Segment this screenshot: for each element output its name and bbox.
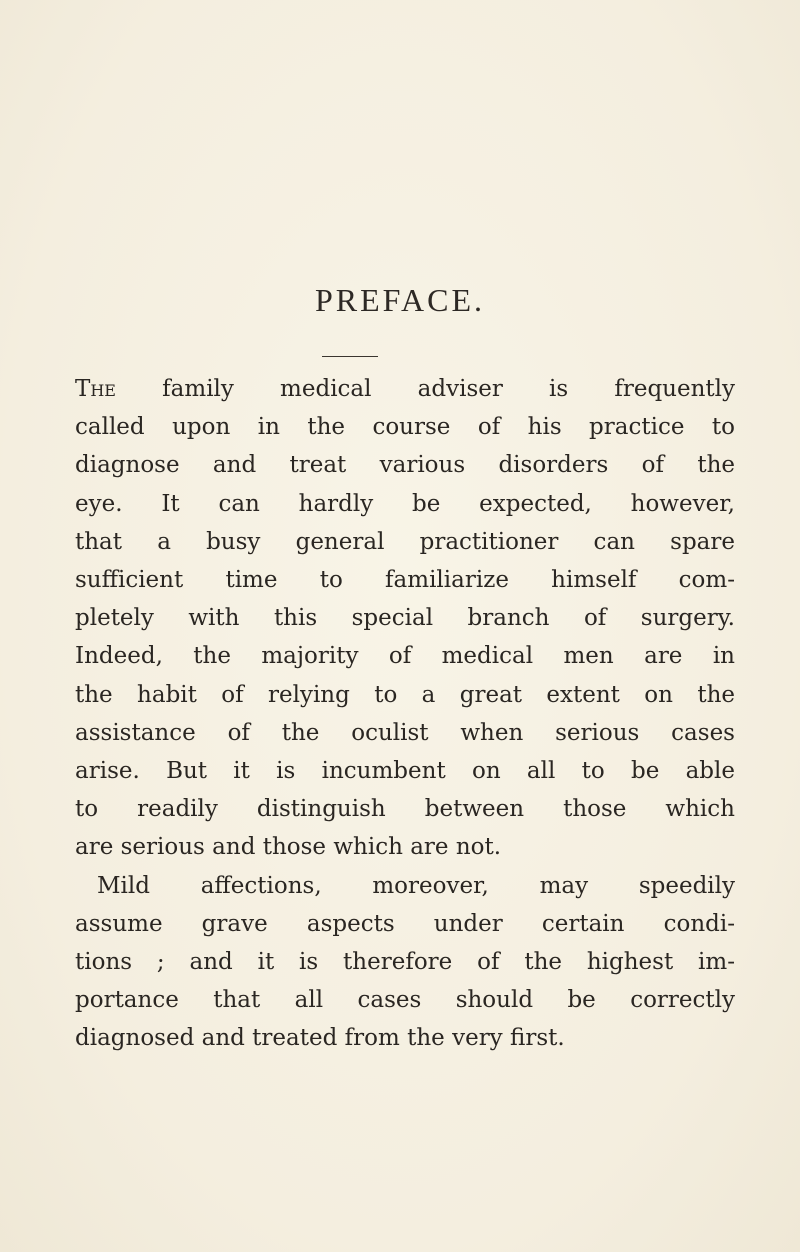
- text-line: called upon in the course of his practice to: [75, 414, 735, 441]
- text-line: assistance of the oculist when serious cases: [75, 719, 735, 746]
- lead-word: The: [75, 376, 116, 402]
- text-line: tions ; and it is therefore of the highest im-: [75, 949, 735, 976]
- text-line: that a busy general practitioner can spare: [75, 528, 735, 555]
- text-line: diagnosed and treated from the very first.: [75, 1025, 565, 1052]
- text-line: portance that all cases should be correctly: [75, 987, 735, 1014]
- text-line: to readily distinguish between those which: [75, 796, 735, 823]
- text-line: eye. It can hardly be expected, however,: [75, 490, 735, 517]
- text-line: diagnose and treat various disorders of the: [75, 452, 735, 479]
- text-line: arise. But it is incumbent on all to be able: [75, 758, 735, 785]
- preface-paragraph: [75, 370, 735, 1058]
- page-title: PREFACE.: [314, 282, 486, 318]
- text-line: The family medical adviser is frequently: [75, 376, 736, 402]
- text-line: sufficient time to familiarize himself com-: [75, 567, 735, 594]
- text-line: the habit of relying to a great extent on the: [75, 681, 735, 708]
- text-line: pletely with this special branch of surgery.: [75, 605, 735, 632]
- text-line: Mild affections, moreover, may speedily: [97, 872, 735, 899]
- title-divider: [322, 356, 378, 357]
- text-line: are serious and those which are not.: [75, 834, 502, 861]
- text-line: Indeed, the majority of medical men are in: [75, 643, 735, 670]
- text-line: assume grave aspects under certain condi-: [75, 910, 735, 937]
